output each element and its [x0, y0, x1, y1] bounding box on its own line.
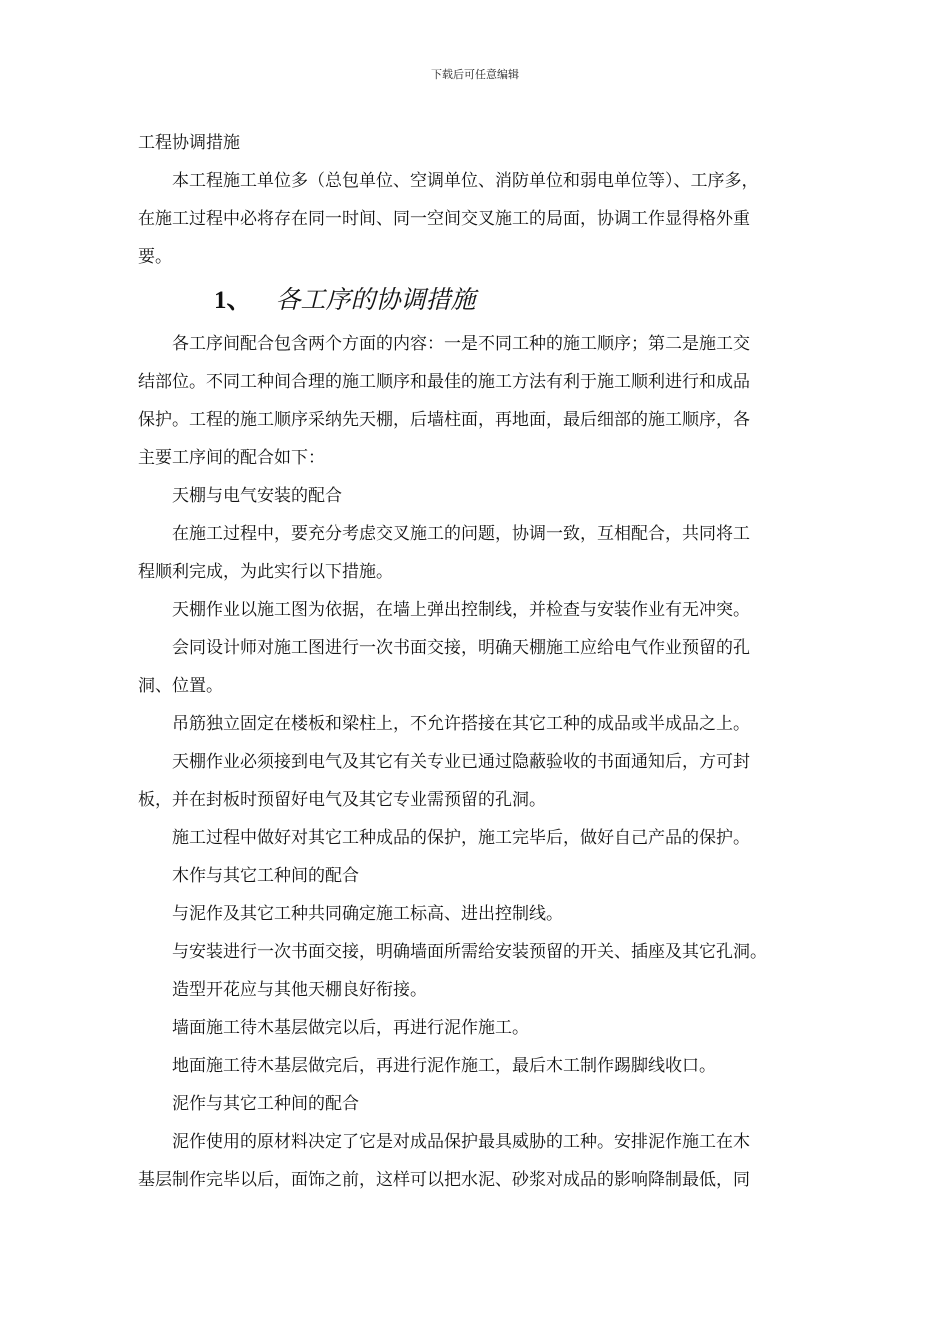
- sub1-p5-line-1: 天棚作业必须接到电气及其它有关专业已通过隐蔽验收的书面通知后，方可封: [172, 752, 750, 772]
- sub1-p2: 天棚作业以施工图为依据，在墙上弹出控制线，并检查与安装作业有无冲突。: [172, 600, 750, 620]
- sub1-p3-line-1: 会同设计师对施工图进行一次书面交接，明确天棚施工应给电气作业预留的孔: [172, 638, 750, 658]
- page-header: 下载后可任意编辑: [431, 68, 519, 81]
- sub1-p1-line-1: 在施工过程中，要充分考虑交叉施工的问题，协调一致，互相配合，共同将工: [172, 524, 750, 544]
- subheading-ceiling-electrical: 天棚与电气安装的配合: [172, 486, 342, 506]
- intro-line-2: 在施工过程中必将存在同一时间、同一空间交叉施工的局面，协调工作显得格外重: [138, 209, 750, 229]
- sub1-p1-line-2: 程顺利完成，为此实行以下措施。: [138, 562, 393, 582]
- section-title: 各工序的协调措施: [275, 285, 476, 314]
- section-heading: [138, 276, 848, 325]
- document-title: 工程协调措施: [138, 133, 240, 153]
- sub1-p3-line-2: 洞、位置。: [138, 676, 223, 696]
- sub2-p4: 墙面施工待木基层做完以后，再进行泥作施工。: [172, 1018, 529, 1038]
- s1-para-line-3: 保护。工程的施工顺序采纳先天棚，后墙柱面，再地面，最后细部的施工顺序，各: [138, 410, 750, 430]
- sub2-p2: 与安装进行一次书面交接，明确墙面所需给安装预留的开关、插座及其它孔洞。: [172, 942, 767, 962]
- sub1-p6: 施工过程中做好对其它工种成品的保护，施工完毕后，做好自己产品的保护。: [172, 828, 750, 848]
- s1-para-line-2: 结部位。不同工种间合理的施工顺序和最佳的施工方法有利于施工顺利进行和成品: [138, 372, 750, 392]
- intro-line-3: 要。: [138, 247, 172, 267]
- sub3-p1-line-1: 泥作使用的原材料决定了它是对成品保护最具威胁的工种。安排泥作施工在木: [172, 1132, 750, 1152]
- section-number: 1、: [214, 287, 252, 314]
- sub2-p5: 地面施工待木基层做完后，再进行泥作施工，最后木工制作踢脚线收口。: [172, 1056, 716, 1076]
- subheading-woodwork: 木作与其它工种间的配合: [172, 866, 359, 886]
- document-body: [138, 124, 848, 1199]
- sub1-p4: 吊筋独立固定在楼板和梁柱上，不允许搭接在其它工种的成品或半成品之上。: [172, 714, 750, 734]
- s1-para-line-4: 主要工序间的配合如下：: [138, 448, 325, 468]
- sub3-p1-line-2: 基层制作完毕以后，面饰之前，这样可以把水泥、砂浆对成品的影响降制最低，同: [138, 1170, 750, 1190]
- sub2-p3: 造型开花应与其他天棚良好衔接。: [172, 980, 427, 1000]
- s1-para-line-1: 各工序间配合包含两个方面的内容：一是不同工种的施工顺序；第二是施工交: [172, 334, 750, 354]
- intro-line-1: 本工程施工单位多（总包单位、空调单位、消防单位和弱电单位等）、工序多，: [172, 171, 759, 191]
- sub1-p5-line-2: 板，并在封板时预留好电气及其它专业需预留的孔洞。: [138, 790, 546, 810]
- sub2-p1: 与泥作及其它工种共同确定施工标高、进出控制线。: [172, 904, 563, 924]
- subheading-masonry: 泥作与其它工种间的配合: [172, 1094, 359, 1114]
